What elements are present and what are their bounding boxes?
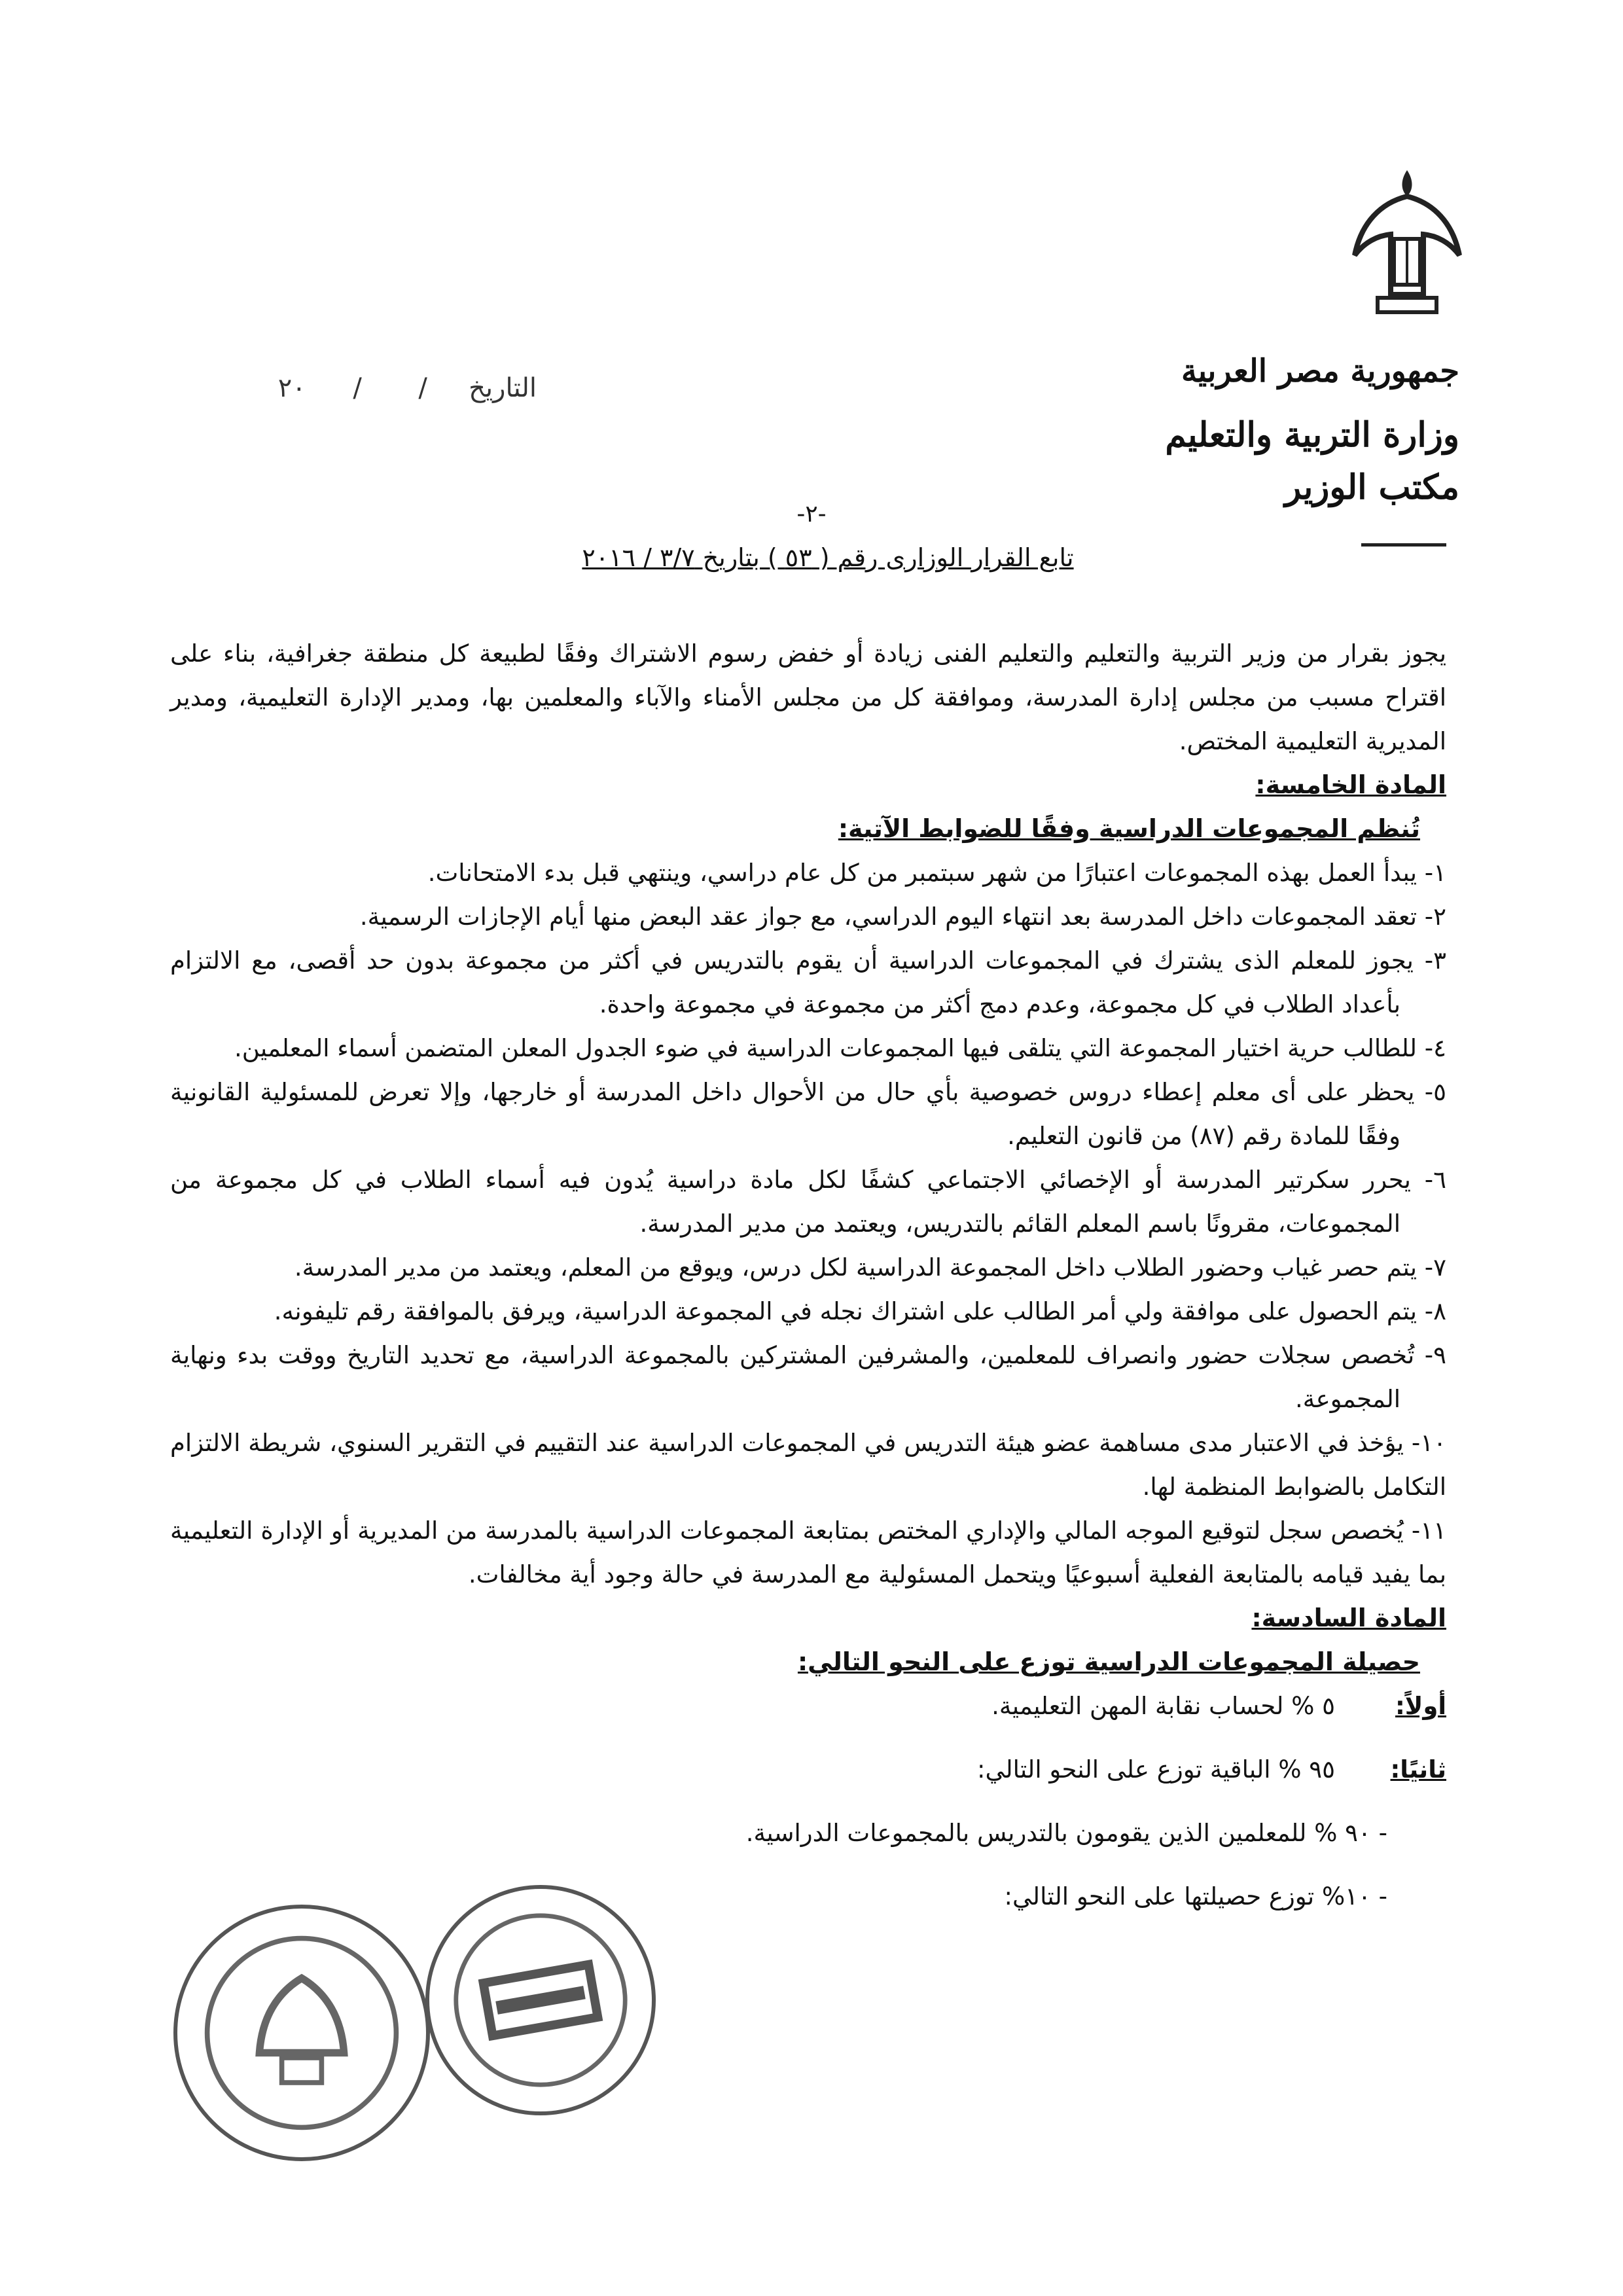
official-seal-icon [173, 1905, 430, 2161]
ministry-name: وزارة التربية والتعليم [1165, 415, 1459, 456]
distribution-sub-item: - ٩٠ % للمعلمين الذين يقومون بالتدريس بالمجموعات الدراسية. [745, 1819, 1387, 1847]
article-6-heading: المادة السادسة: [1251, 1604, 1446, 1632]
eagle-emblem-icon [1342, 164, 1472, 327]
distribution-first [170, 1684, 1446, 1728]
article-5-item: ٦- يحرر سكرتير المدرسة أو الإخصائي الاجتماعي كشفًا لكل مادة دراسية يُدون فيه أسماء الطلاب في كل مجموعة من المجموعات، مقرونًا باسم المعلم القائم بالتدريس، ويعتمد من مدير المدرسة. [170, 1166, 1446, 1238]
second-label: ثانيًا: [1390, 1755, 1446, 1784]
article-5-item: ٧- يتم حصر غياب وحضور الطلاب داخل المجموعة الدراسية لكل درس، ويوقع من المعلم، ويعتمد من مدير المدرسة. [294, 1253, 1446, 1282]
article-5-item: ٨- يتم الحصول على موافقة ولي أمر الطالب على اشتراك نجله في المجموعة الدراسية، ويرفق بالموافقة رقم تليفونه. [274, 1297, 1446, 1325]
article-6-subheading: حصيلة المجموعات الدراسية توزع على النحو التالي: [797, 1647, 1420, 1676]
official-stamp-icon [425, 1885, 656, 2115]
intro-paragraph: يجوز بقرار من وزير التربية والتعليم والتعليم الفنى زيادة أو خفض رسوم الاشتراك وفقًا لطبيعة كل منطقة جغرافية، بناء على اقتراح مسبب من مجلس إدارة المدرسة، وموافقة كل من مجلس الأمناء والآباء والمعلمين بها، ومدير الإدارة التعليمية، ومدير المديرية التعليمية المختص. [170, 639, 1446, 755]
first-text: ٥ % لحساب نقابة المهن التعليمية. [991, 1692, 1335, 1720]
date-day-slot: / [418, 373, 427, 403]
article-5-item-10: ١٠- يؤخذ في الاعتبار مدى مساهمة عضو هيئة التدريس في المجموعات الدراسية عند التقييم في التقرير السنوي، شريطة الالتزام التكامل بالضوابط المنظمة لها. [170, 1429, 1446, 1501]
article-5-item: ٤- للطالب حرية اختيار المجموعة التي يتلقى فيها المجموعات الدراسية في ضوء الجدول المعلن المتضمن أسماء المعلمين. [234, 1034, 1446, 1062]
date-field [170, 373, 537, 403]
page-number: -٢- [796, 501, 827, 528]
decree-subtitle: تابع القرار الوزارى رقم ( ٥٣ ) بتاريخ ٣/٧ / ٢٠١٦ [582, 543, 1074, 572]
distribution-second [170, 1748, 1446, 1791]
distribution-sub-item: - ١٠% توزع حصيلتها على النحو التالي: [1004, 1882, 1387, 1910]
article-5-item: ١- يبدأ العمل بهذه المجموعات اعتبارًا من شهر سبتمبر من كل عام دراسي، وينتهي قبل بدء الامتحانات. [427, 859, 1446, 887]
office-name: مكتب الوزير [1285, 467, 1459, 507]
article-5-item: ٥- يحظر على أى معلم إعطاء دروس خصوصية بأي حال من الأحوال داخل المدرسة أو خارجها، وإلا تعرض للمسئولية القانونية وفقًا للمادة رقم (٨٧) من قانون التعليم. [170, 1078, 1446, 1150]
date-label: التاريخ [469, 373, 537, 403]
first-label: أولاً: [1395, 1692, 1446, 1720]
letterhead-divider [1361, 543, 1446, 547]
article-5-item: ٣- يجوز للمعلم الذى يشترك في المجموعات الدراسية أن يقوم بالتدريس في أكثر من مجموعة بدون حد أقصى، مع الالتزام بأعداد الطلاب في كل مجموعة، وعدم دمج أكثر من مجموعة في مجموعة واحدة. [170, 946, 1446, 1018]
article-5-subheading: تُنظم المجموعات الدراسية وفقًا للضوابط الآتية: [838, 814, 1420, 843]
date-month-slot: / [353, 373, 362, 403]
second-text: ٩٥ % الباقية توزع على النحو التالي: [977, 1755, 1335, 1784]
date-year-slot: ٢٠ [277, 373, 306, 403]
document-body [170, 632, 1446, 1918]
country-name: جمهورية مصر العربية [1181, 353, 1459, 389]
letterhead [1132, 353, 1459, 507]
article-5-item: ٢- تعقد المجموعات داخل المدرسة بعد انتهاء اليوم الدراسي، مع جواز عقد البعض منها أيام الإجازات الرسمية. [359, 903, 1446, 931]
article-5-item: ٩- تُخصص سجلات حضور وانصراف للمعلمين، والمشرفين المشتركين بالمجموعة الدراسية، مع تحديد التاريخ ووقت بدء ونهاية المجموعة. [170, 1341, 1446, 1413]
article-5-heading: المادة الخامسة: [1255, 770, 1446, 799]
article-5-item-11: ١١- يُخصص سجل لتوقيع الموجه المالي والإداري المختص بمتابعة المجموعات الدراسية بالمدرسة من المديرية أو الإدارة التعليمية بما يفيد قيامه بالمتابعة الفعلية أسبوعيًا ويتحمل المسئولية مع المدرسة في حالة وجود أية مخالفات. [170, 1516, 1446, 1588]
